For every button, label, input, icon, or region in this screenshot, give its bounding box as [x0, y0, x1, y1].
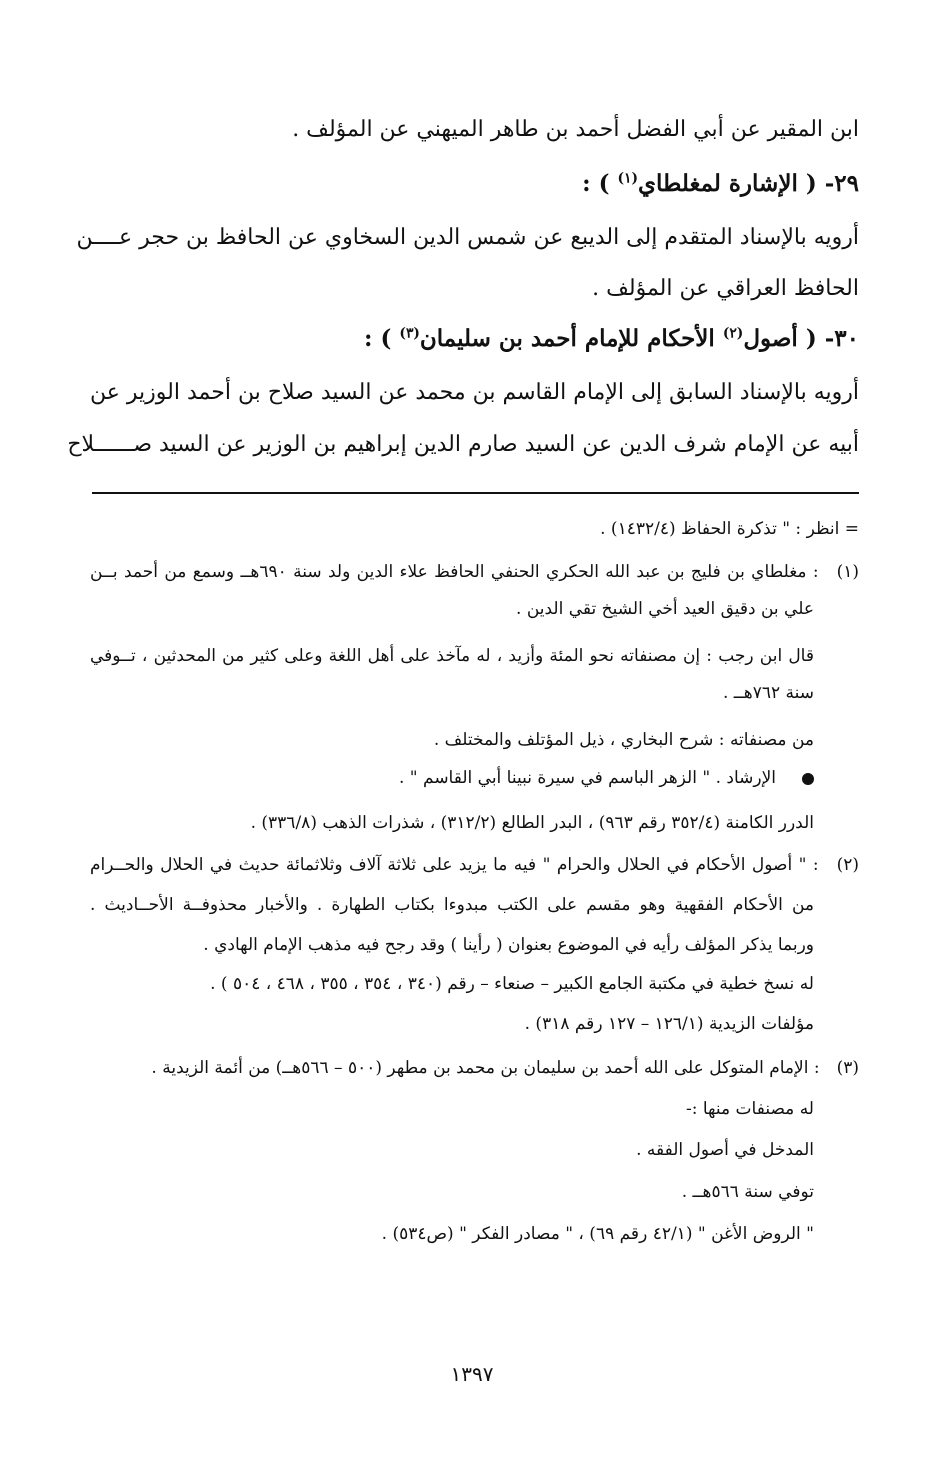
footnote-text: سنة ٧٦٢هــ .	[722, 683, 814, 703]
footnote-text: : مغلطاي بن فليج بن عبد الله الحكري الحنفي الحافظ علاء الدين ولد سنة ٦٩٠هــ وسمع من أحمد بــن	[90, 562, 819, 582]
text-line: ابن المقير عن أبي الفضل أحمد بن طاهر الميهني عن المؤلف .	[292, 117, 859, 142]
entry-title: الأحكام للإمام أحمد بن سليمان	[419, 325, 723, 352]
footnote-ref: (١)	[617, 170, 638, 187]
footnote-label: (٢)	[836, 855, 859, 875]
footnote-bullet-line	[90, 768, 814, 788]
text-line: الحافظ العراقي عن المؤلف .	[592, 276, 859, 301]
footnote-text: " الروض الأغن " (٤٢/١ رقم ٦٩) ، " مصادر الفكر " (ص٥٣٤) .	[381, 1224, 814, 1244]
footnote-text: وربما يذكر المؤلف رأيه في الموضوع بعنوان ( رأينا ) وقد رجح فيه مذهب الإمام الهادي .	[203, 935, 814, 955]
footnote-text: له مصنفات منها :-	[686, 1099, 814, 1119]
footnote-text: من مصنفاته : شرح البخاري ، ذيل المؤتلف والمختلف .	[433, 730, 814, 750]
page-number: ١٣٩٧	[450, 1362, 494, 1386]
footnote-text: : " أصول الأحكام في الحلال والحرام " فيه ما يزيد على ثلاثة آلاف وثلاثمائة حديث في الحلال والحــرام	[90, 855, 819, 875]
footnote-label: (٣)	[836, 1058, 859, 1078]
entry-title: الإشارة لمغلطاي	[637, 170, 806, 197]
entry-number: ٢٩- (	[805, 170, 859, 197]
bullet-icon	[802, 773, 814, 785]
entry-number: ٣٠- (	[797, 325, 859, 352]
footnote-text: توفي سنة ٥٦٦هــ .	[681, 1182, 814, 1202]
entry-close: ) :	[364, 325, 400, 352]
footnote-ref: (٣)	[399, 325, 420, 342]
footnote-text: من الأحكام الفقهية وهو مقسم على الكتب مبدوءا بكتاب الطهارة . والأخبار محذوفــة الأحــاديث .	[90, 895, 814, 915]
footnote-2	[90, 855, 859, 875]
footnote-ref: (٢)	[722, 325, 744, 342]
footnote-text: قال ابن رجب : إن مصنفاته نحو المئة وأزيد ، له مآخذ على أهل اللغة وعلى كثير من المحدثين ، تــوفي	[90, 646, 814, 666]
footnote-text: علي بن دقيق العيد أخي الشيخ تقي الدين .	[516, 599, 814, 619]
entry-29-heading	[90, 170, 859, 197]
footnote-text: له نسخ خطية في مكتبة الجامع الكبير – صنعاء – رقم (٣٤٠ ، ٣٥٤ ، ٣٥٥ ، ٤٦٨ ، ٥٠٤ ) .	[210, 974, 814, 994]
text-line: أبيه عن الإمام شرف الدين عن السيد صارم الدين إبراهيم بن الوزير عن السيد صــــــلاح	[67, 432, 859, 457]
footnote-3	[90, 1058, 859, 1078]
footnote-continuation: = انظر : " تذكرة الحفاظ (١٤٣٢/٤) .	[600, 519, 859, 539]
footnote-text: الإرشاد . " الزهر الباسم في سيرة نبينا أبي القاسم " .	[398, 768, 776, 788]
entry-30-heading	[90, 325, 859, 352]
entry-close: ) :	[582, 170, 618, 197]
entry-title: أصول	[743, 325, 798, 352]
footnote-text: : الإمام المتوكل على الله أحمد بن سليمان بن محمد بن مطهر (٥٠٠ – ٥٦٦هــ) من أئمة الزيدية .	[151, 1058, 820, 1078]
text-line: أرويه بالإسناد السابق إلى الإمام القاسم بن محمد عن السيد صلاح بن أحمد الوزير عن	[90, 380, 859, 405]
footnote-text: الدرر الكامنة (٣٥٢/٤ رقم ٩٦٣) ، البدر الطالع (٣١٢/٢) ، شذرات الذهب (٣٣٦/٨) .	[250, 813, 814, 833]
footnote-label: (١)	[836, 562, 859, 582]
footnote-separator	[92, 492, 859, 494]
text-line: أرويه بالإسناد المتقدم إلى الديبع عن شمس الدين السخاوي عن الحافظ بن حجر عــــن	[76, 225, 859, 250]
footnote-text: مؤلفات الزيدية (١٢٦/١ – ١٢٧ رقم ٣١٨) .	[524, 1014, 814, 1034]
footnote-text: المدخل في أصول الفقه .	[636, 1140, 814, 1160]
footnote-1	[90, 562, 859, 582]
